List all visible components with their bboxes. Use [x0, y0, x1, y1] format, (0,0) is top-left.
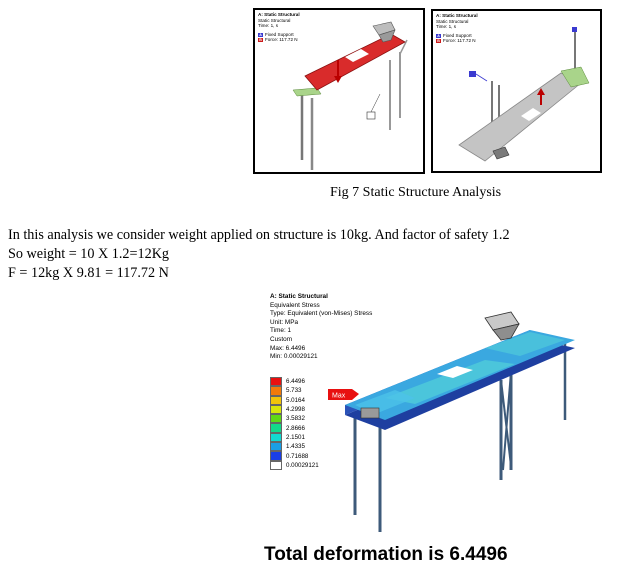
- legend-value: 1.4335: [286, 443, 305, 451]
- figure-left-time: Time: 1, s: [258, 23, 278, 29]
- stress-legend-row: [270, 433, 319, 442]
- legend-swatch: [270, 451, 282, 460]
- figure-left-subtitle: Static Structural: [258, 17, 291, 23]
- legend-swatch: [270, 377, 282, 386]
- legend-swatch: [270, 386, 282, 395]
- legend-value: 2.8666: [286, 424, 305, 432]
- figure-right-title: A: Static Structural: [436, 13, 478, 18]
- legend-swatch: B: [437, 39, 440, 44]
- legend-label: Fixed Support: [265, 31, 294, 37]
- legend-swatch: A: [259, 32, 262, 37]
- figure-right-time: Time: 1, s: [436, 24, 456, 30]
- legend-swatch: A: [437, 33, 440, 38]
- stress-line: Max: 6.4496: [270, 344, 306, 352]
- legend-value: 0.71688: [286, 452, 309, 460]
- legend-swatch: [270, 405, 282, 414]
- stress-line: Unit: MPa: [270, 318, 299, 326]
- stress-title: A: Static Structural: [270, 293, 328, 300]
- legend-swatch: [270, 414, 282, 423]
- figure-left-model: [255, 10, 423, 172]
- stress-line: Custom: [270, 335, 293, 343]
- stress-legend-row: [270, 414, 319, 423]
- stress-model: [325, 290, 595, 540]
- stress-legend-row: [270, 423, 319, 432]
- stress-line: Time: 1: [270, 327, 292, 335]
- stress-legend-row: [270, 405, 319, 414]
- stress-legend-row: [270, 442, 319, 451]
- figure-left-panel: [253, 8, 425, 174]
- stress-line: Min: 0.00029121: [270, 353, 318, 361]
- legend-value: 3.5832: [286, 415, 305, 423]
- stress-legend-row: [270, 461, 319, 470]
- legend-value: 5.733: [286, 387, 302, 395]
- stress-line: Equivalent Stress: [270, 301, 320, 309]
- paragraph-line: So weight = 10 X 1.2=12Kg: [8, 246, 170, 262]
- legend-value: 5.0164: [286, 396, 305, 404]
- stress-legend-row: [270, 377, 319, 386]
- figure-right-model: [433, 11, 600, 171]
- figure-right-panel: [431, 9, 602, 173]
- figure-right-subtitle: Static Structural: [436, 18, 469, 24]
- figure-caption: Fig 7 Static Structure Analysis: [330, 185, 502, 200]
- legend-swatch: [270, 433, 282, 442]
- analysis-paragraph: [8, 226, 510, 283]
- legend-swatch: [270, 442, 282, 451]
- stress-legend-row: [270, 386, 319, 395]
- legend-value: 4.2998: [286, 406, 305, 414]
- legend-swatch: [270, 461, 282, 470]
- stress-legend-row: [270, 396, 319, 405]
- max-label: Max: [332, 392, 346, 400]
- legend-label: Force: 117.72 N: [265, 37, 298, 43]
- legend-swatch: B: [259, 38, 262, 43]
- figure-left-title: A: Static Structural: [258, 12, 300, 17]
- legend-label: Fixed Support: [443, 32, 472, 38]
- legend-value: 0.00029121: [286, 461, 319, 469]
- legend-value: 6.4496: [286, 378, 305, 386]
- legend-value: 2.1501: [286, 433, 305, 441]
- legend-swatch: [270, 396, 282, 405]
- legend-swatch: [270, 423, 282, 432]
- stress-legend-row: [270, 451, 319, 460]
- stress-legend: [270, 377, 319, 470]
- paragraph-line: F = 12kg X 9.81 = 117.72 N: [8, 265, 169, 281]
- paragraph-line: In this analysis we consider weight applied on structure is 10kg. And factor of safety 1.2: [8, 227, 510, 243]
- legend-label: Force: 117.72 N: [443, 38, 476, 44]
- stress-line: Type: Equivalent (von-Mises) Stress: [270, 310, 373, 318]
- conclusion-heading: Total deformation is 6.4496: [264, 544, 508, 565]
